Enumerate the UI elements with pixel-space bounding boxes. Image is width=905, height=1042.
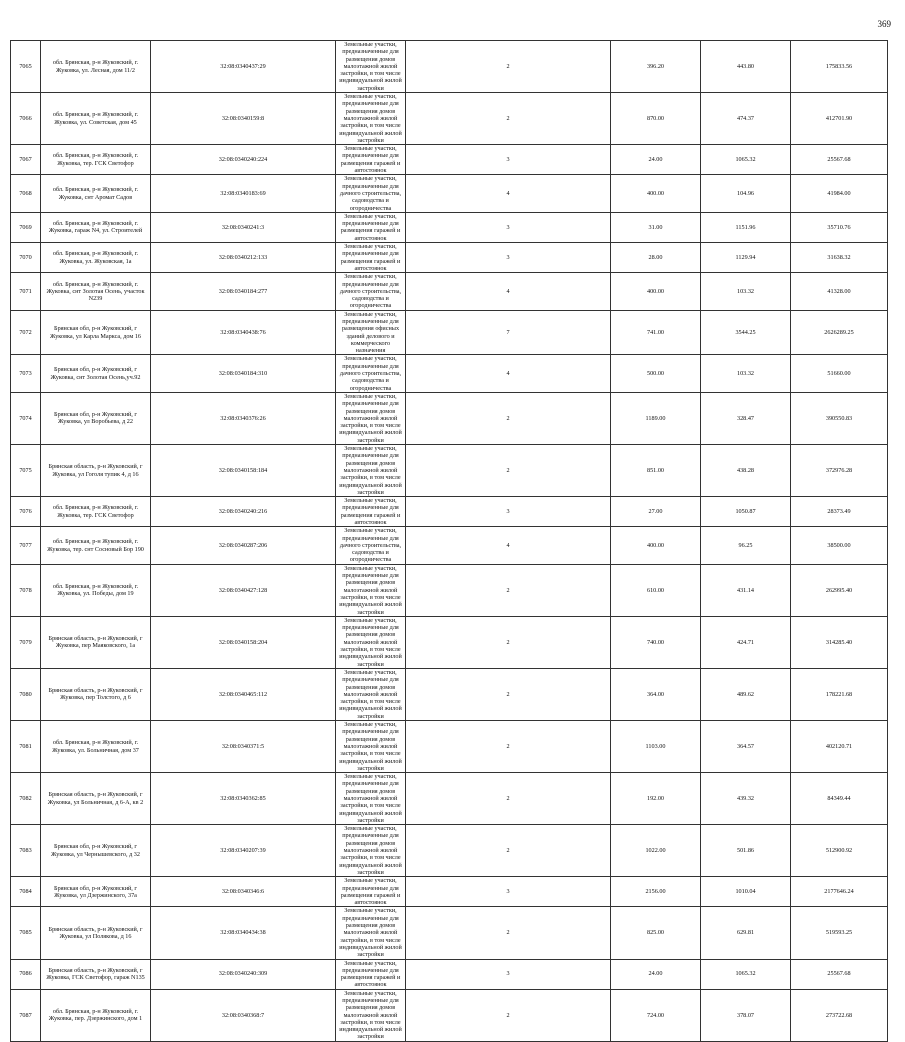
cadastral-value-cell: 314285.40 [791, 616, 888, 668]
land-use-cell: Земельные участки, предназначенные для размещения домов малоэтажной жилой застройки, в том числе индивидуальной жилой застройки [336, 773, 406, 825]
address-cell: обл. Брянская, р-н Жуковский, г. Жуковка, тер. ГСК Светофор [41, 497, 151, 527]
land-use-cell: Земельные участки, предназначенные для размещения домов малоэтажной жилой застройки, в том числе индивидуальной жилой застройки [336, 41, 406, 93]
land-use-cell: Земельные участки, предназначенные для размещения гаражей и автостоянок [336, 212, 406, 242]
use-group-cell: 2 [406, 616, 611, 668]
use-group-cell: 2 [406, 989, 611, 1041]
area-cell: 31.00 [611, 212, 701, 242]
table-row [11, 907, 888, 959]
land-use-cell: Земельные участки, предназначенные для размещения офисных зданий делового и коммерческого назначения [336, 310, 406, 355]
land-use-cell: Земельные участки, предназначенные для размещения гаражей и автостоянок [336, 243, 406, 273]
row-number-cell: 7073 [11, 355, 41, 392]
specific-value-cell: 1050.87 [701, 497, 791, 527]
cadastral-value-cell: 28373.49 [791, 497, 888, 527]
area-cell: 192.00 [611, 773, 701, 825]
use-group-cell: 4 [406, 355, 611, 392]
area-cell: 1103.00 [611, 721, 701, 773]
area-cell: 396.20 [611, 41, 701, 93]
specific-value-cell: 439.32 [701, 773, 791, 825]
cadastral-number-cell: 32:08:0340184:310 [151, 355, 336, 392]
specific-value-cell: 3544.25 [701, 310, 791, 355]
address-cell: Брянская область, р-н Жуковский, г Жуковка, пер Толстого, д 6 [41, 668, 151, 720]
cadastral-value-cell: 390550.83 [791, 392, 888, 444]
row-number-cell: 7071 [11, 273, 41, 310]
area-cell: 1022.00 [611, 825, 701, 877]
row-number-cell: 7082 [11, 773, 41, 825]
cadastral-number-cell: 32:08:0340240:224 [151, 145, 336, 175]
table-row [11, 959, 888, 989]
cadastral-number-cell: 32:08:0340362:85 [151, 773, 336, 825]
use-group-cell: 3 [406, 243, 611, 273]
address-cell: Брянская обл, р-н Жуковский, г Жуковка, снт Золотая Осень,уч.92 [41, 355, 151, 392]
use-group-cell: 2 [406, 392, 611, 444]
land-use-cell: Земельные участки, предназначенные для размещения домов малоэтажной жилой застройки, в том числе индивидуальной жилой застройки [336, 564, 406, 616]
row-number-cell: 7066 [11, 93, 41, 145]
specific-value-cell: 1129.94 [701, 243, 791, 273]
cadastral-number-cell: 32:08:0340241:3 [151, 212, 336, 242]
land-use-cell: Земельные участки, предназначенные для размещения гаражей и автостоянок [336, 497, 406, 527]
table-row [11, 41, 888, 93]
page-number: 369 [877, 19, 891, 29]
land-use-cell: Земельные участки, предназначенные для дачного строительства, садоводства и огородничества [336, 175, 406, 212]
cadastral-number-cell: 32:08:0340434:38 [151, 907, 336, 959]
use-group-cell: 2 [406, 564, 611, 616]
address-cell: обл. Брянская, р-н Жуковский, г. Жуковка, снт Золотая Осень, участок N239 [41, 273, 151, 310]
row-number-cell: 7084 [11, 877, 41, 907]
table-row [11, 616, 888, 668]
address-cell: обл. Брянская, р-н Жуковский, г. Жуковка, пер. Дзержинского, дом 1 [41, 989, 151, 1041]
area-cell: 2156.00 [611, 877, 701, 907]
area-cell: 870.00 [611, 93, 701, 145]
cadastral-value-cell: 402120.71 [791, 721, 888, 773]
cadastral-number-cell: 32:08:0340427:128 [151, 564, 336, 616]
cadastral-value-cell: 51660.00 [791, 355, 888, 392]
specific-value-cell: 378.07 [701, 989, 791, 1041]
area-cell: 400.00 [611, 175, 701, 212]
specific-value-cell: 443.80 [701, 41, 791, 93]
row-number-cell: 7085 [11, 907, 41, 959]
area-cell: 24.00 [611, 959, 701, 989]
use-group-cell: 2 [406, 907, 611, 959]
row-number-cell: 7068 [11, 175, 41, 212]
table-row [11, 273, 888, 310]
specific-value-cell: 1065.32 [701, 959, 791, 989]
table-row [11, 877, 888, 907]
table-row [11, 721, 888, 773]
table-row [11, 243, 888, 273]
table-row [11, 527, 888, 564]
land-use-cell: Земельные участки, предназначенные для размещения домов малоэтажной жилой застройки, в том числе индивидуальной жилой застройки [336, 616, 406, 668]
land-use-cell: Земельные участки, предназначенные для размещения домов малоэтажной жилой застройки, в том числе индивидуальной жилой застройки [336, 392, 406, 444]
cadastral-value-cell: 84349.44 [791, 773, 888, 825]
use-group-cell: 2 [406, 668, 611, 720]
address-cell: Брянская обл, р-н Жуковский, г Жуковка, ул Карла Маркса, дом 16 [41, 310, 151, 355]
use-group-cell: 4 [406, 273, 611, 310]
cadastral-number-cell: 32:08:0340371:5 [151, 721, 336, 773]
area-cell: 24.00 [611, 145, 701, 175]
specific-value-cell: 501.86 [701, 825, 791, 877]
address-cell: Брянская область, р-н Жуковский, г Жуковка, пер Маяковского, 1а [41, 616, 151, 668]
land-use-cell: Земельные участки, предназначенные для дачного строительства, садоводства и огородничества [336, 355, 406, 392]
area-cell: 724.00 [611, 989, 701, 1041]
specific-value-cell: 1010.04 [701, 877, 791, 907]
use-group-cell: 7 [406, 310, 611, 355]
cadastral-value-cell: 41984.00 [791, 175, 888, 212]
use-group-cell: 4 [406, 175, 611, 212]
row-number-cell: 7087 [11, 989, 41, 1041]
cadastral-number-cell: 32:08:0340437:29 [151, 41, 336, 93]
row-number-cell: 7078 [11, 564, 41, 616]
cadastral-value-cell: 2177646.24 [791, 877, 888, 907]
cadastral-value-cell: 512900.92 [791, 825, 888, 877]
use-group-cell: 2 [406, 93, 611, 145]
address-cell: обл. Брянская, р-н Жуковский, г. Жуковка, ул. Жуковская, 1а [41, 243, 151, 273]
cadastral-value-cell: 35710.76 [791, 212, 888, 242]
specific-value-cell: 104.96 [701, 175, 791, 212]
use-group-cell: 3 [406, 959, 611, 989]
specific-value-cell: 489.62 [701, 668, 791, 720]
use-group-cell: 3 [406, 497, 611, 527]
land-use-cell: Земельные участки, предназначенные для размещения домов малоэтажной жилой застройки, в том числе индивидуальной жилой застройки [336, 445, 406, 497]
land-use-cell: Земельные участки, предназначенные для дачного строительства, садоводства и огородничества [336, 273, 406, 310]
specific-value-cell: 364.57 [701, 721, 791, 773]
use-group-cell: 2 [406, 721, 611, 773]
area-cell: 740.00 [611, 616, 701, 668]
area-cell: 851.00 [611, 445, 701, 497]
land-use-cell: Земельные участки, предназначенные для размещения гаражей и автостоянок [336, 877, 406, 907]
row-number-cell: 7076 [11, 497, 41, 527]
area-cell: 27.00 [611, 497, 701, 527]
table-row [11, 445, 888, 497]
table-row [11, 175, 888, 212]
address-cell: обл. Брянская, р-н Жуковский, г. Жуковка, ул. Победы, дом 19 [41, 564, 151, 616]
table-row [11, 773, 888, 825]
area-cell: 1189.00 [611, 392, 701, 444]
address-cell: обл. Брянская, р-н Жуковский, г. Жуковка, тер. ГСК Светофор [41, 145, 151, 175]
address-cell: обл. Брянская, р-н Жуковский, г. Жуковка, ул. Лесная, дом 11/2 [41, 41, 151, 93]
address-cell: Брянская область, р-н Жуковский, г Жуковка, ГСК Светофор, гараж N135 [41, 959, 151, 989]
cadastral-value-cell: 372976.28 [791, 445, 888, 497]
cadastral-value-cell: 262995.40 [791, 564, 888, 616]
table-row [11, 497, 888, 527]
address-cell: обл. Брянская, р-н Жуковский, г. Жуковка, снт Аромат Садов [41, 175, 151, 212]
area-cell: 610.00 [611, 564, 701, 616]
cadastral-number-cell: 32:08:0340212:133 [151, 243, 336, 273]
cadastral-value-cell: 178221.68 [791, 668, 888, 720]
cadastral-value-cell: 412701.90 [791, 93, 888, 145]
table-row [11, 825, 888, 877]
cadastral-number-cell: 32:08:0340438:76 [151, 310, 336, 355]
cadastral-number-cell: 32:08:0340287:206 [151, 527, 336, 564]
row-number-cell: 7083 [11, 825, 41, 877]
cadastral-value-cell: 25567.68 [791, 145, 888, 175]
cadastral-number-cell: 32:08:0340207:39 [151, 825, 336, 877]
use-group-cell: 3 [406, 877, 611, 907]
cadastral-value-cell: 519593.25 [791, 907, 888, 959]
row-number-cell: 7074 [11, 392, 41, 444]
cadastral-number-cell: 32:08:0340368:7 [151, 989, 336, 1041]
cadastral-number-cell: 32:08:0340158:184 [151, 445, 336, 497]
land-use-cell: Земельные участки, предназначенные для размещения гаражей и автостоянок [336, 145, 406, 175]
land-use-cell: Земельные участки, предназначенные для размещения домов малоэтажной жилой застройки, в том числе индивидуальной жилой застройки [336, 668, 406, 720]
use-group-cell: 2 [406, 773, 611, 825]
row-number-cell: 7065 [11, 41, 41, 93]
land-use-cell: Земельные участки, предназначенные для размещения домов малоэтажной жилой застройки, в том числе индивидуальной жилой застройки [336, 907, 406, 959]
row-number-cell: 7077 [11, 527, 41, 564]
table-row [11, 355, 888, 392]
specific-value-cell: 96.25 [701, 527, 791, 564]
address-cell: Брянская обл, р-н Жуковский, г Жуковка, ул Чернышевского, д 32 [41, 825, 151, 877]
specific-value-cell: 328.47 [701, 392, 791, 444]
specific-value-cell: 1065.32 [701, 145, 791, 175]
area-cell: 741.00 [611, 310, 701, 355]
land-use-cell: Земельные участки, предназначенные для размещения домов малоэтажной жилой застройки, в том числе индивидуальной жилой застройки [336, 93, 406, 145]
table-row [11, 93, 888, 145]
use-group-cell: 2 [406, 825, 611, 877]
row-number-cell: 7079 [11, 616, 41, 668]
specific-value-cell: 1151.96 [701, 212, 791, 242]
cadastral-value-cell: 2626289.25 [791, 310, 888, 355]
table-row [11, 145, 888, 175]
specific-value-cell: 438.28 [701, 445, 791, 497]
cadastral-number-cell: 32:08:0340465:112 [151, 668, 336, 720]
cadastral-value-cell: 31638.32 [791, 243, 888, 273]
cadastral-value-cell: 38500.00 [791, 527, 888, 564]
cadastral-number-cell: 32:08:0340376:26 [151, 392, 336, 444]
address-cell: Брянская область, р-н Жуковский, г Жуковка, ул Гоголя тупик 4, д 16 [41, 445, 151, 497]
cadastral-number-cell: 32:08:0340159:8 [151, 93, 336, 145]
specific-value-cell: 474.37 [701, 93, 791, 145]
cadastral-value-cell: 41328.00 [791, 273, 888, 310]
land-use-cell: Земельные участки, предназначенные для размещения домов малоэтажной жилой застройки, в том числе индивидуальной жилой застройки [336, 989, 406, 1041]
area-cell: 364.00 [611, 668, 701, 720]
table-row [11, 989, 888, 1041]
cadastral-number-cell: 32:08:0340240:309 [151, 959, 336, 989]
area-cell: 400.00 [611, 273, 701, 310]
specific-value-cell: 103.32 [701, 273, 791, 310]
table-row [11, 668, 888, 720]
cadastral-number-cell: 32:08:0340240:216 [151, 497, 336, 527]
land-use-cell: Земельные участки, предназначенные для размещения домов малоэтажной жилой застройки, в том числе индивидуальной жилой застройки [336, 721, 406, 773]
address-cell: обл. Брянская, р-н Жуковский, г. Жуковка, тер. снт Сосновый Бор 190 [41, 527, 151, 564]
land-use-cell: Земельные участки, предназначенные для размещения домов малоэтажной жилой застройки, в том числе индивидуальной жилой застройки [336, 825, 406, 877]
specific-value-cell: 629.81 [701, 907, 791, 959]
land-use-cell: Земельные участки, предназначенные для дачного строительства, садоводства и огородничества [336, 527, 406, 564]
row-number-cell: 7072 [11, 310, 41, 355]
specific-value-cell: 103.32 [701, 355, 791, 392]
specific-value-cell: 431.14 [701, 564, 791, 616]
address-cell: обл. Брянская, р-н Жуковский, г. Жуковка, гараж N4, ул. Строителей [41, 212, 151, 242]
cadastral-value-cell: 273722.68 [791, 989, 888, 1041]
cadastral-value-table [10, 40, 888, 1042]
cadastral-number-cell: 32:08:0340183:69 [151, 175, 336, 212]
row-number-cell: 7069 [11, 212, 41, 242]
land-use-cell: Земельные участки, предназначенные для размещения гаражей и автостоянок [336, 959, 406, 989]
cadastral-number-cell: 32:08:0340346:6 [151, 877, 336, 907]
use-group-cell: 4 [406, 527, 611, 564]
row-number-cell: 7067 [11, 145, 41, 175]
table-row [11, 392, 888, 444]
area-cell: 28.00 [611, 243, 701, 273]
use-group-cell: 2 [406, 445, 611, 497]
cadastral-value-cell: 25567.68 [791, 959, 888, 989]
address-cell: обл. Брянская, р-н Жуковский, г. Жуковка, ул. Больничная, дом 37 [41, 721, 151, 773]
area-cell: 500.00 [611, 355, 701, 392]
row-number-cell: 7080 [11, 668, 41, 720]
table-row [11, 310, 888, 355]
address-cell: Брянская обл, р-н Жуковский, г Жуковка, ул Дзержинского, 37а [41, 877, 151, 907]
area-cell: 400.00 [611, 527, 701, 564]
table-row [11, 564, 888, 616]
cadastral-value-cell: 175833.56 [791, 41, 888, 93]
address-cell: обл. Брянская, р-н Жуковский, г. Жуковка, ул. Советская, дом 45 [41, 93, 151, 145]
address-cell: Брянская обл, р-н Жуковский, г Жуковка, ул Воробьева, д 22 [41, 392, 151, 444]
table-row [11, 212, 888, 242]
row-number-cell: 7086 [11, 959, 41, 989]
row-number-cell: 7075 [11, 445, 41, 497]
use-group-cell: 3 [406, 145, 611, 175]
address-cell: Брянская область, р-н Жуковский, г Жуковка, ул Полякова, д 16 [41, 907, 151, 959]
area-cell: 825.00 [611, 907, 701, 959]
address-cell: Брянская область, р-н Жуковский, г Жуковка, ул Больничная, д 6-А, кв 2 [41, 773, 151, 825]
row-number-cell: 7081 [11, 721, 41, 773]
use-group-cell: 3 [406, 212, 611, 242]
specific-value-cell: 424.71 [701, 616, 791, 668]
table-body [11, 41, 888, 1042]
use-group-cell: 2 [406, 41, 611, 93]
cadastral-number-cell: 32:08:0340184:277 [151, 273, 336, 310]
row-number-cell: 7070 [11, 243, 41, 273]
cadastral-number-cell: 32:08:0340158:204 [151, 616, 336, 668]
